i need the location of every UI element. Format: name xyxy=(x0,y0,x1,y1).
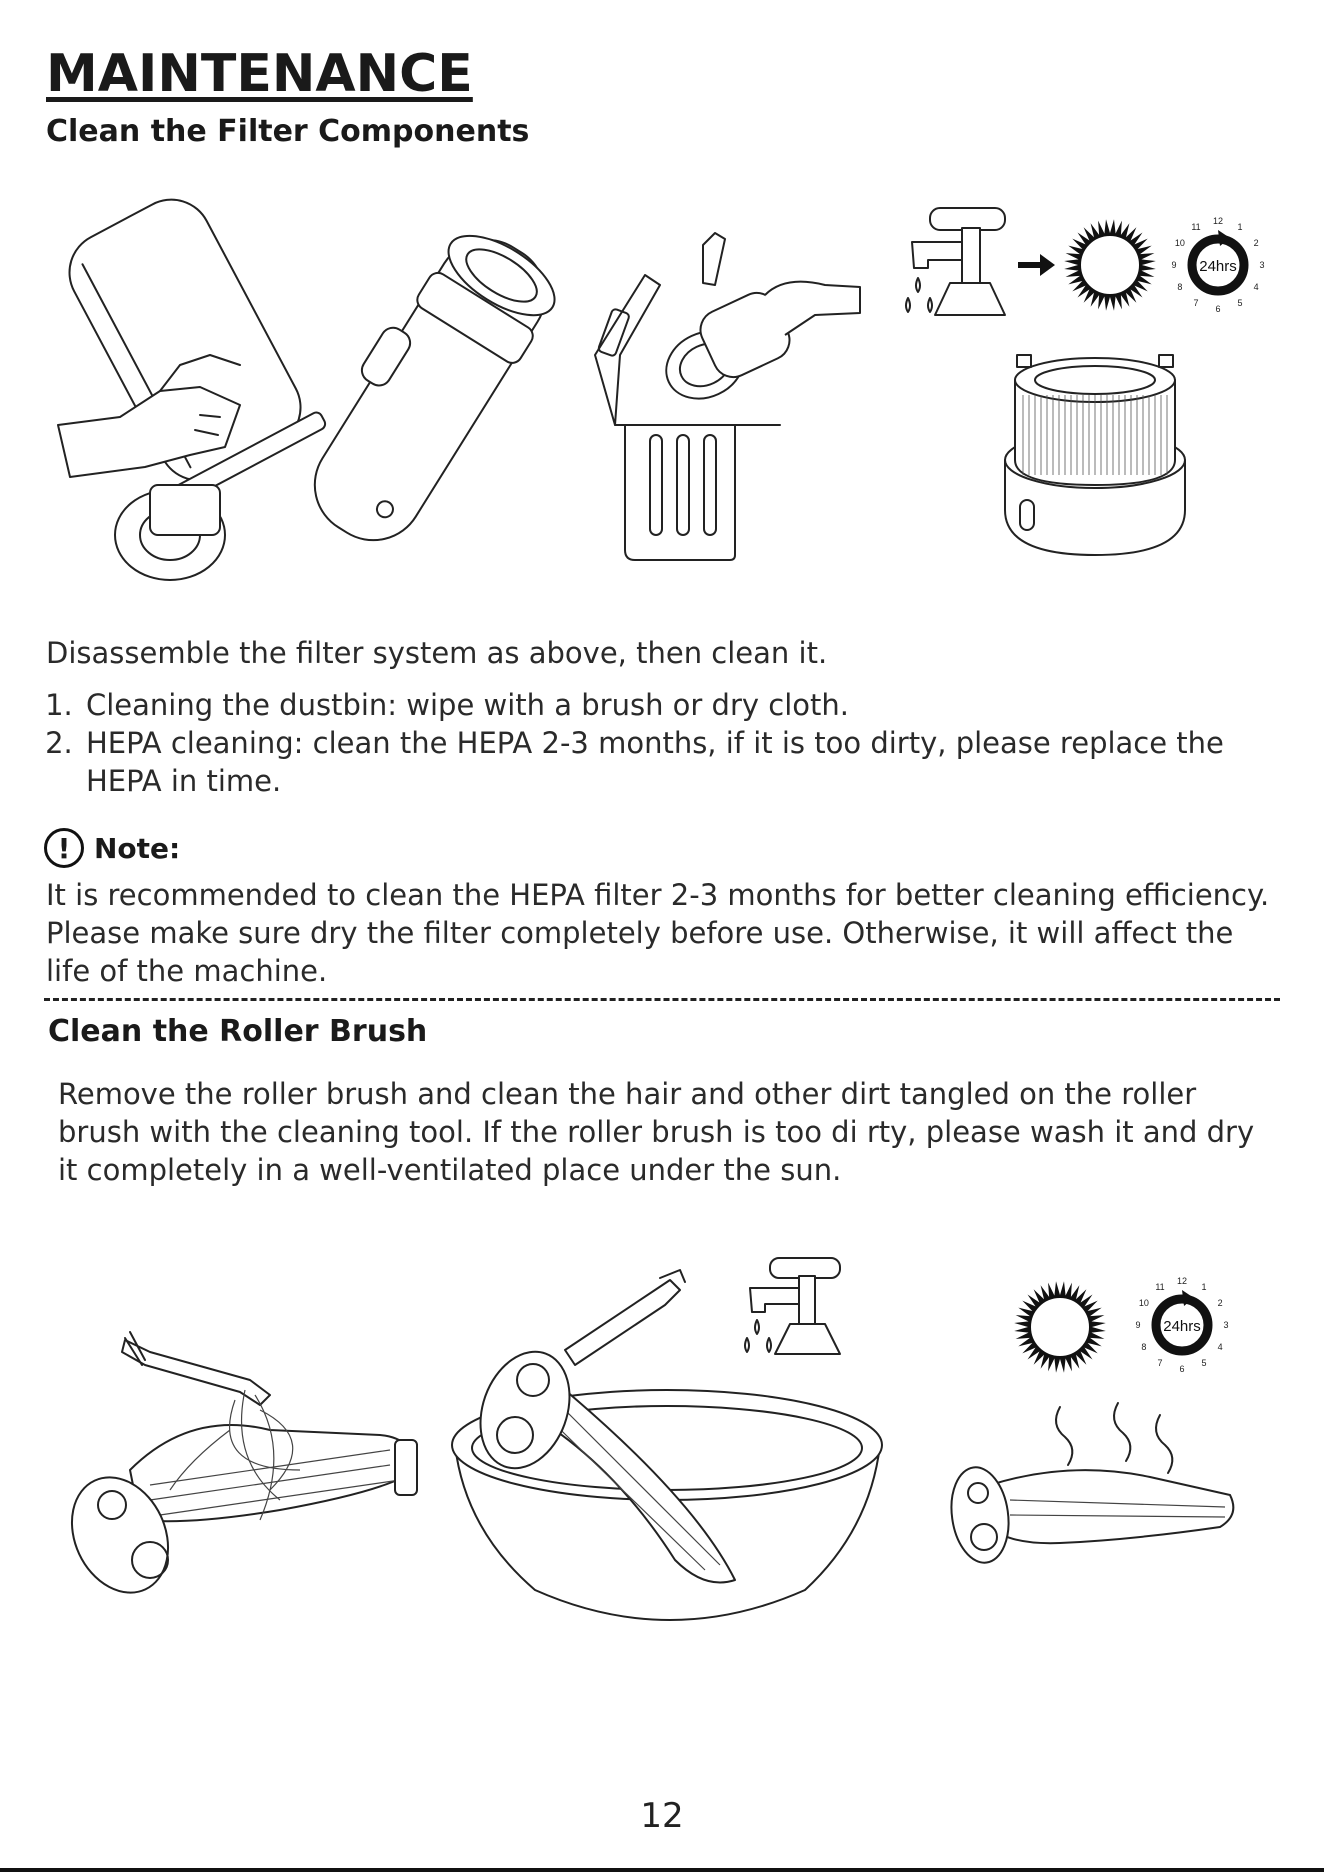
svg-text:9: 9 xyxy=(1171,260,1177,270)
roller-brush-sun-dry-illustration xyxy=(950,1265,1270,1585)
svg-text:5: 5 xyxy=(1201,1358,1207,1369)
bottom-rule xyxy=(0,1868,1324,1872)
svg-text:1: 1 xyxy=(1237,221,1243,232)
svg-text:10: 10 xyxy=(1174,238,1185,248)
hepa-trash-illustration xyxy=(585,225,865,565)
sun-icon xyxy=(1014,1281,1106,1373)
roller-instructions-text: Remove the roller brush and clean the hair and other dirt tangled on the roller brush with the cleaning tool. If the roller brush is too di rty, please wash it and dry it completely in a well-ventilated place under the sun. xyxy=(58,1077,1255,1187)
page-number: 12 xyxy=(640,1796,684,1836)
filter-steps-list xyxy=(46,686,1302,800)
svg-text:7: 7 xyxy=(1193,298,1199,309)
hepa-filter-illustration xyxy=(995,350,1195,560)
wash-dry-sequence-top xyxy=(900,200,1280,330)
list-item: 1. Cleaning the dustbin: wipe with a brush or dry cloth. xyxy=(82,686,1302,724)
dustbin-body-illustration xyxy=(270,215,590,565)
svg-text:8: 8 xyxy=(1141,1342,1147,1352)
note-text: It is recommended to clean the HEPA filter 2-3 months for better cleaning efficiency. Please make sure dry the filter completely before use. Otherwise, it will affect the life of the machine. xyxy=(46,878,1270,988)
note-label: Note: xyxy=(94,831,181,865)
page-title: MAINTENANCE xyxy=(46,44,473,104)
svg-text:8: 8 xyxy=(1177,282,1183,292)
svg-text:2: 2 xyxy=(1217,1298,1223,1308)
svg-text:2: 2 xyxy=(1253,238,1259,248)
section-heading-roller: Clean the Roller Brush xyxy=(48,1014,428,1049)
svg-text:7: 7 xyxy=(1157,1358,1163,1369)
roller-brush-wash-basin-illustration xyxy=(445,1250,895,1650)
exclamation-circle-icon: ! xyxy=(44,828,84,868)
note-header xyxy=(44,828,180,868)
list-item: 2. HEPA cleaning: clean the HEPA 2-3 months, if it is too dirty, please replace the HEPA in time. xyxy=(82,724,1302,800)
svg-text:12: 12 xyxy=(1212,216,1224,226)
svg-text:6: 6 xyxy=(1215,304,1221,314)
svg-text:10: 10 xyxy=(1138,1298,1149,1308)
svg-text:1: 1 xyxy=(1201,1281,1207,1292)
clock-label: 24hrs xyxy=(1199,258,1237,275)
svg-text:6: 6 xyxy=(1179,1364,1185,1374)
section-divider xyxy=(44,998,1280,1001)
clock-icon xyxy=(1135,1276,1228,1374)
svg-text:4: 4 xyxy=(1217,1342,1223,1352)
faucet-icon xyxy=(906,208,1005,315)
roller-brush-cleaning-tool-illustration xyxy=(70,1320,440,1630)
clock-label: 24hrs xyxy=(1163,1318,1201,1335)
arrow-right-icon xyxy=(1018,254,1055,276)
svg-text:4: 4 xyxy=(1253,282,1259,292)
svg-text:12: 12 xyxy=(1176,1276,1188,1286)
filter-intro-text: Disassemble the filter system as above, then clean it. xyxy=(46,636,828,670)
section-heading-filter: Clean the Filter Components xyxy=(46,114,530,149)
svg-text:9: 9 xyxy=(1135,1320,1141,1330)
sun-icon xyxy=(1064,219,1156,311)
steam-icon xyxy=(1056,1403,1172,1473)
svg-text:5: 5 xyxy=(1237,298,1243,309)
svg-text:3: 3 xyxy=(1223,1320,1229,1330)
faucet-icon xyxy=(745,1258,840,1354)
svg-text:3: 3 xyxy=(1259,260,1265,270)
svg-text:11: 11 xyxy=(1191,221,1201,232)
svg-text:11: 11 xyxy=(1155,1281,1165,1292)
clock-icon xyxy=(1171,216,1264,314)
